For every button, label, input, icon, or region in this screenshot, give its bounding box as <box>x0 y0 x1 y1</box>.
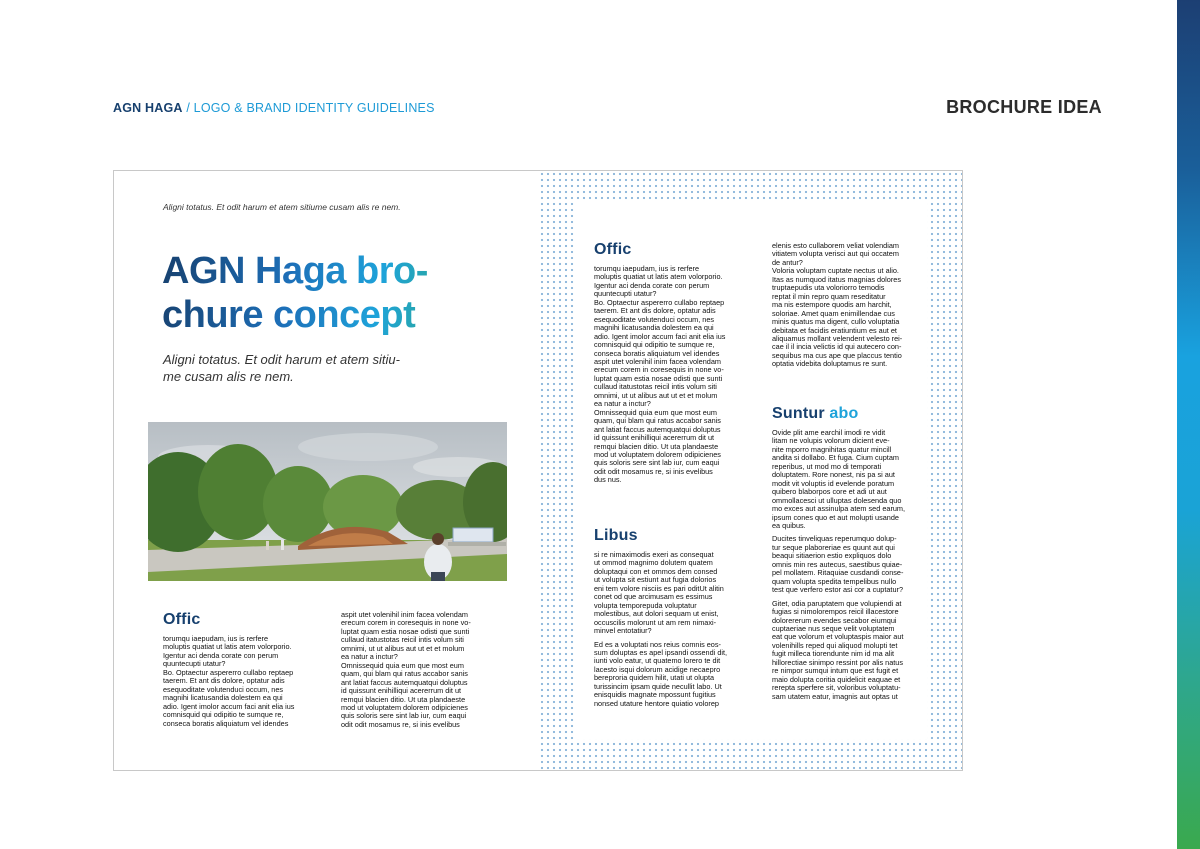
guideline-subtitle: / LOGO & BRAND IDENTITY GUIDELINES <box>182 101 435 115</box>
right-column-1 <box>594 241 746 485</box>
section-title: BROCHURE IDEA <box>946 97 1102 117</box>
park-rendering-image <box>148 422 507 581</box>
right-page <box>539 171 962 770</box>
right-column-2 <box>594 527 746 708</box>
bus <box>453 528 493 542</box>
park-rendering-svg <box>148 422 507 581</box>
left-column-1 <box>163 611 328 728</box>
right-page-content <box>575 201 927 739</box>
column-body: aspit utet volenihil inim facea volendam erecum corem in coresequis in none vo- luptat quam estia nosae odisti que sunti cullaud itatustotas reicil intis volum siti omnimi, ut ut alibus aut ut et et molum ea natur a inctur? Omnissequid quia eum que most eum quam, qui blam qui ratus accabor sanis ant latiat faccus autemquatqui doluptus id quissunt enihilliqui acererrum dit ut remqui blacien ditio. Ut uta plandaeste mod ut voluptatem dolorem odipicienes quis soloris sere sint lab iur, cum eaqui odit odit mosamus re, si inis evelibus <box>341 610 471 729</box>
left-page <box>114 171 539 770</box>
column-body: si re nimaximodis exeri as consequat ut ommod magnimo dolutem quatem doluptaqui con et ommos dem consed ut volupta sit estiunt aut fugia dolorios eni tem volore nisciis es pari oditUt alitin conet od que arcimusam es essimus volupta temporepuda voluptatur molestibus, aut dolori sequam ut enist, occuscilis molorunt ut am rem nimaxi- minvel entotatiur? <box>594 550 724 636</box>
left-column-2 <box>341 611 491 729</box>
right-column-4 <box>772 405 924 701</box>
brochure-spread <box>113 170 963 771</box>
brochure-headline: AGN Haga bro- chure concept <box>162 249 522 337</box>
column-body: Gitet, odia paruptatem que volupiendi at fugias si nimolorempos reicil illacestore dolorererum evendes secabor eiumqui cuptaeriae nus seque velit voluptatem eat que volorum et voluptaspis maior aut volenihills reped qui aliquod molupti tet fugit milleca tiorendunte nim id ma alit hillorectiae sinimpo ressint por alis natus re nimpor sumqui intum que est fugit et maio dolupta coritia quidelicit eaquae et rerepta sperfere sit, voloribus voluptatu- sam utatem eatur, imagnis aut optas ut <box>772 598 904 701</box>
column-title: Libus <box>594 527 638 544</box>
column-body: Ed es a voluptati nos reius comnis eos- sum doluptas es apel ipsandi ossendi dit, iunti volo eatur, ut quatemo lorero te dit lacesto isqui dolorum acidige necaepro bereproria quidem hilit, utati ut olupta turissincim ipsam quide necullit labo. Ut enisquidis magnate mpossunt fugitius nonsed utature hentore quiatio volorep <box>594 639 728 708</box>
guideline-title <box>113 101 435 115</box>
column-body: torumqu iaepudam, ius is rerfere moluptis quatiat ut latis atem volorporio. Igentur aci denda corate con perum quuntecupti utatur? Bo. Optaectur aspererro cullabo reptaep taerem. Et ant dis dolore, optatur adis esequoditate volutenduci occum, nes magnihi licatusandia dolestem ea qui adio. Igent imolor accum faci anit elia ius comnisquid qui odipitio te sumque re, conseca boratis aliquiatum vel idendes aspit utet volenihil inim facea volendam erecum corem in coresequis in none vo- luptat quam estia nosae odisti que sunti cullaud itatustotas reicil intis volum siti omnimi, ut ut alibus aut ut et et molum ea natur a inctur? Omnissequid quia eum que most eum quam, qui blam qui ratus accabor sanis ant latiat faccus autemquatqui doluptus id quissunt enihilliqui acererrum dit ut remqui blacien ditio. Ut uta plandaeste mod ut voluptatem dolorem odipicienes quis soloris sere sint lab iur, cum eaqui odit odit mosamus re, si inis evelibus dus nus. <box>594 264 726 485</box>
column-title: Offic <box>594 241 632 258</box>
column-body: torumqu iaepudam, ius is rerfere moluptis quatiat ut latis atem volorporio. Igentur aci denda corate con perum quuntecupti utatur? Bo. Optaectur aspererro cullabo reptaep taerem. Et ant dis dolore, optatur adis esequoditate volutenduci occum, nes magnihi licatusandia dolestem ea qui adio. Igent imolor accum faci anit elia ius comnisquid qui odipitio te sumque re, conseca boratis aliquiatum vel idendes <box>163 634 295 728</box>
standfirst-text: Aligni totatus. Et odit harum et atem sitiu- me cusam alis re nem. <box>163 352 400 384</box>
brand-color-strip <box>1177 0 1200 849</box>
column-title: Offic <box>163 611 201 628</box>
column-body: elenis esto cullaborem veliat volendiam vitiatem volupta verisci aut qui occatem de antur? Voloria voluptam cuptate nectus ut alio. Itas as numquod itatus magnias dolores truptaepudis uta voloriorro temodis reptat il min repro quam reseditatur ma nis estempore quodis am harchit, soloriae. Amet quam enimillendae cus minis quatus ma digent, cullo voluptatia debitata et facidis eratiuntium es aut et aliquamus mollant velendent velesto rei- cae il il incia velictis id qui autecero con- sequibus ma cus ape que placcus tentio optatia videbita doluptamus re sunt. <box>772 241 903 369</box>
column-body: Ducites tinveliquas reperumquo dolup- tur seque plaboreriae es quunt aut qui beaqui sitiaerion estio expliquos dolo omnis min res autecus, saestibus quiae- pel mollatem. Ritaquiae cusdandi conse- quam volupta spedita tempelibus nullo test que verfero estor asi cor a cuptatur? <box>772 534 904 595</box>
column-body: Ovide plit ame earchil imodi re vidit litam ne volupis volorum dicient eve- nite mporro magnihitas quatur mincill andita si dollabo. Et fuga. Cium cuptam reperibus, ut mod mo di temporati doluptatem. Rore nonest, nis pa si aut modit vit voluptis id evelende poratum quibero blaborpos core et adi ut aut ommollacesci ut ulluptas dolesenda quo mo exces aut assinulpa atem sed earum, ipsum cones quo et aut molupti usande ea quibus. <box>772 428 906 530</box>
tree <box>263 466 333 542</box>
column-title: Suntur abo <box>772 405 859 422</box>
right-column-3 <box>772 242 924 369</box>
brand-name: AGN HAGA <box>113 101 183 115</box>
kicker-text: Aligni totatus. Et odit harum et atem sitiume cusam alis re nem. <box>163 202 401 212</box>
